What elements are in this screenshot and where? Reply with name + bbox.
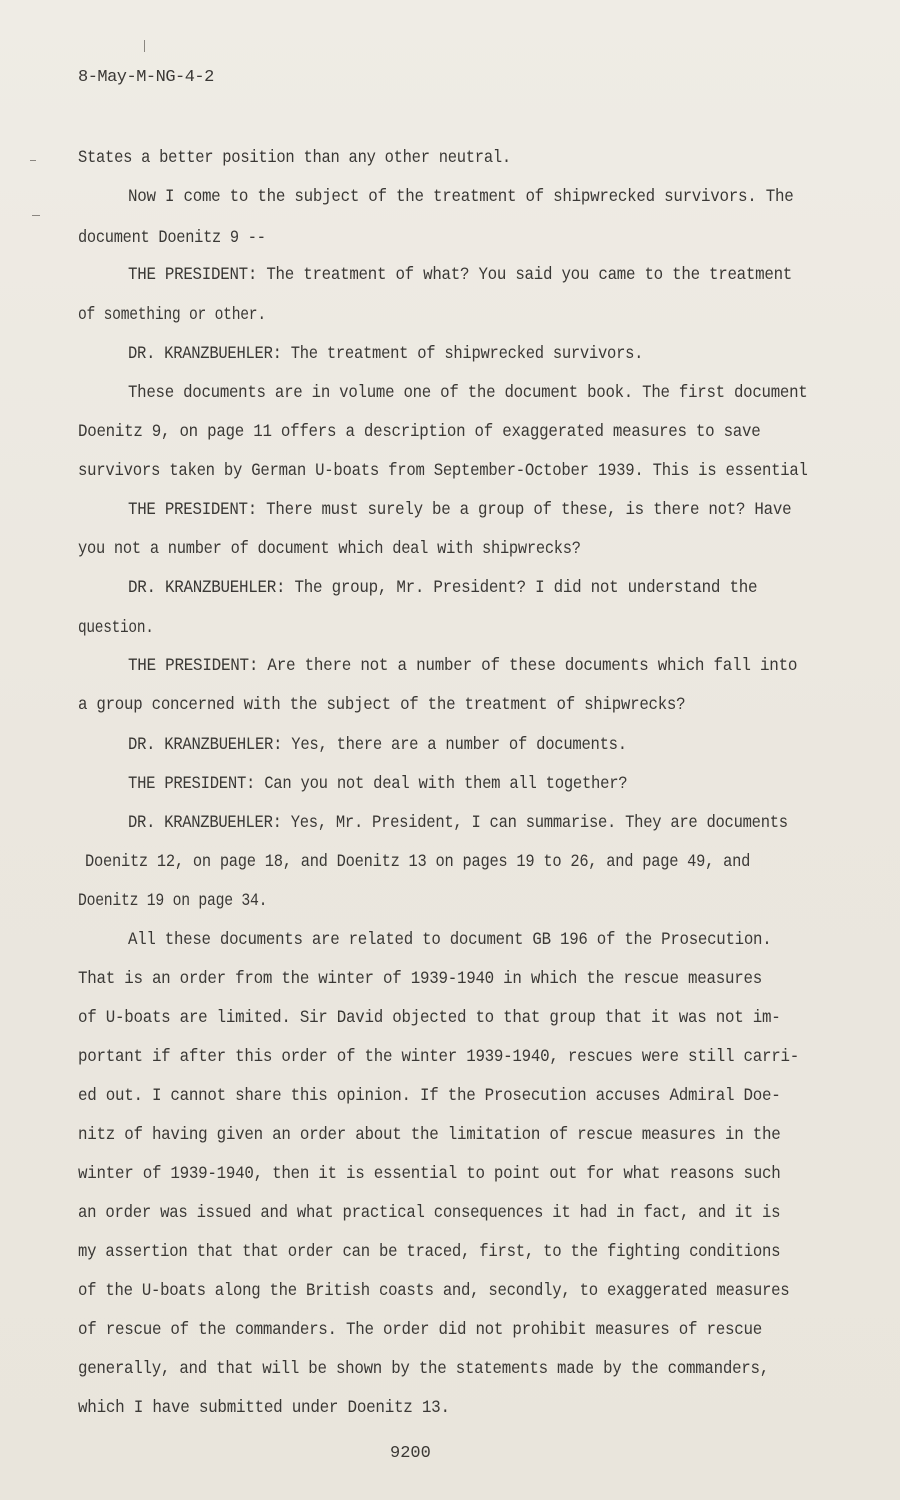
text-line-21: All these documents are related to document GB 196 of the Prosecution. xyxy=(128,930,772,950)
text-line-28: an order was issued and what practical consequences it had in fact, and it is xyxy=(78,1203,781,1223)
text-line-17: THE PRESIDENT: Can you not deal with them all together? xyxy=(128,774,628,794)
text-line-33: which I have submitted under Doenitz 13. xyxy=(78,1398,450,1418)
text-line-7: These documents are in volume one of the document book. The first document xyxy=(128,383,808,403)
text-line-16: DR. KRANZBUEHLER: Yes, there are a number of documents. xyxy=(128,735,627,755)
text-line-15: a group concerned with the subject of the treatment of shipwrecks? xyxy=(78,695,686,715)
text-line-6: DR. KRANZBUEHLER: The treatment of shipwrecked survivors. xyxy=(128,344,644,364)
text-line-9: survivors taken by German U-boats from September-October 1939. This is essential xyxy=(78,461,808,481)
margin-tick-left-2 xyxy=(32,215,40,216)
text-line-13: question. xyxy=(78,618,154,638)
text-line-25: ed out. I cannot share this opinion. If the Prosecution accuses Admiral Doe- xyxy=(78,1086,781,1106)
text-line-26: nitz of having given an order about the limitation of rescue measures in the xyxy=(78,1125,781,1145)
margin-tick-left-1 xyxy=(30,160,36,161)
text-line-5: of something or other. xyxy=(78,305,266,325)
text-line-8: Doenitz 9, on page 11 offers a description of exaggerated measures to save xyxy=(78,422,761,442)
text-line-27: winter of 1939-1940, then it is essential to point out for what reasons such xyxy=(78,1164,781,1184)
margin-tick-top xyxy=(144,40,145,52)
text-line-19: Doenitz 12, on page 18, and Doenitz 13 on pages 19 to 26, and page 49, and xyxy=(85,852,751,872)
document-reference: 8-May-M-NG-4-2 xyxy=(78,68,214,87)
text-line-32: generally, and that will be shown by the statements made by the commanders, xyxy=(78,1359,769,1379)
text-line-4: THE PRESIDENT: The treatment of what? You said you came to the treatment xyxy=(128,265,793,285)
text-line-20: Doenitz 19 on page 34. xyxy=(78,891,268,911)
text-line-29: my assertion that that order can be traced, first, to the fighting conditions xyxy=(78,1242,781,1262)
text-line-24: portant if after this order of the winter 1939-1940, rescues were still carri- xyxy=(78,1047,799,1067)
text-line-2: Now I come to the subject of the treatment of shipwrecked survivors. The xyxy=(128,187,794,207)
text-line-11: you not a number of document which deal with shipwrecks? xyxy=(78,539,581,559)
text-line-30: of the U-boats along the British coasts and, secondly, to exaggerated measures xyxy=(78,1281,790,1301)
text-line-14: THE PRESIDENT: Are there not a number of these documents which fall into xyxy=(128,656,798,676)
text-line-22: That is an order from the winter of 1939-1940 in which the rescue measures xyxy=(78,969,762,989)
text-line-3: document Doenitz 9 -- xyxy=(78,228,266,248)
text-line-18: DR. KRANZBUEHLER: Yes, Mr. President, I can summarise. They are documents xyxy=(128,813,788,833)
text-line-23: of U-boats are limited. Sir David objected to that group that it was not im- xyxy=(78,1008,781,1028)
text-line-10: THE PRESIDENT: There must surely be a group of these, is there not? Have xyxy=(128,500,792,520)
text-line-1: States a better position than any other neutral. xyxy=(78,148,511,168)
page-number: 9200 xyxy=(390,1444,431,1463)
text-line-31: of rescue of the commanders. The order did not prohibit measures of rescue xyxy=(78,1320,762,1340)
text-line-12: DR. KRANZBUEHLER: The group, Mr. President? I did not understand the xyxy=(128,578,758,598)
